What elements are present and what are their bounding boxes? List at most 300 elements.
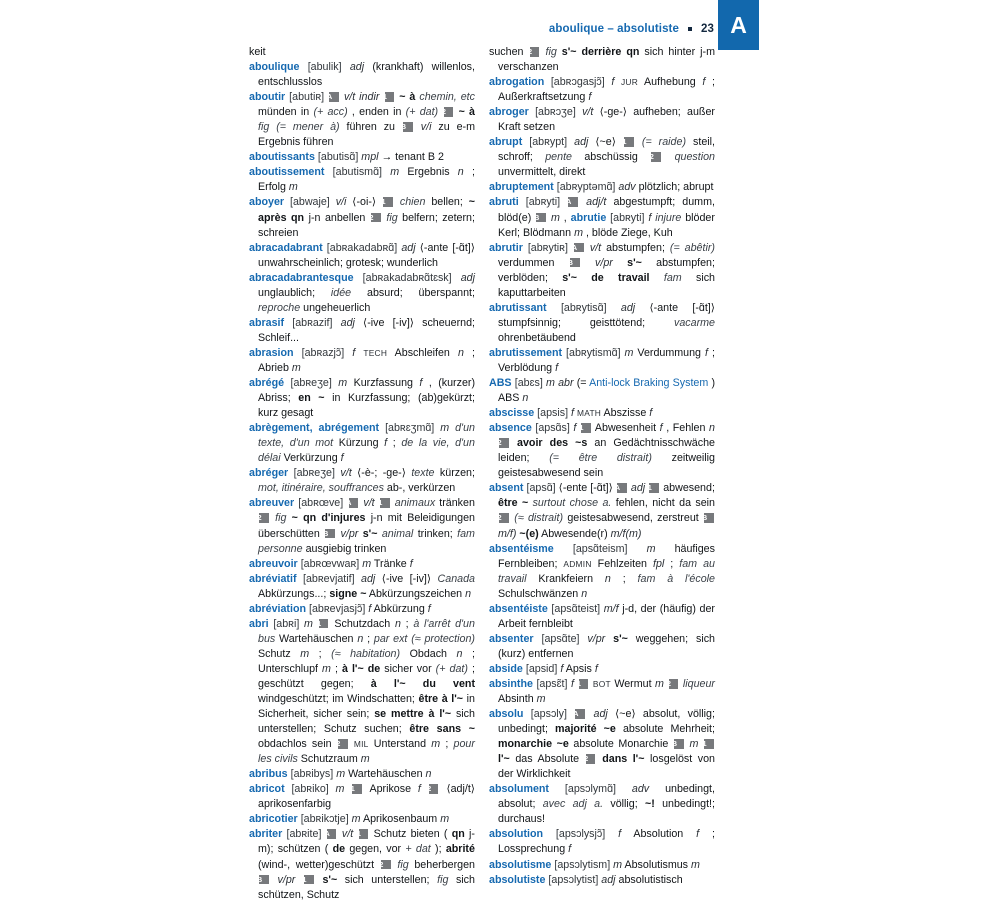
grammar-label: f [573, 422, 577, 435]
usage-note: liqueur [682, 677, 715, 690]
collocation: s'~ [627, 256, 642, 269]
collocation: ~ après qn [258, 196, 475, 224]
phonetic-transcription: [apsɑ̃teism] [572, 542, 628, 555]
translation: gegen, vor [349, 843, 402, 856]
usage-note: chien [399, 196, 426, 209]
grammar-label: f [659, 422, 663, 435]
translation: , blöde Ziege, Kuh [585, 226, 673, 239]
headword: absolution [489, 828, 544, 841]
translation: zeitweilig geistesabwesend sein [498, 452, 715, 480]
grammar-label: adj [601, 873, 616, 886]
usage-note: injure [655, 211, 682, 224]
grammar-label: n [457, 166, 464, 179]
phonetic-transcription: [abutiʀ] [289, 91, 325, 104]
sense-marker: 2 [429, 784, 439, 794]
dictionary-entry[interactable] [249, 165, 475, 195]
headword: absinthe [489, 677, 533, 690]
dictionary-entry[interactable] [489, 707, 715, 782]
subject-label: BOT [592, 678, 611, 689]
translation: Verkürzung [283, 452, 338, 465]
dictionary-entry[interactable] [489, 602, 715, 632]
grammar-label: f [594, 662, 598, 675]
translation: Kürzung [338, 437, 379, 450]
translation: sich unterstellen; Schutz suchen; [258, 708, 475, 736]
grammar-label: f [568, 843, 572, 856]
grammar-label: m [536, 693, 546, 706]
usage-note: par ext (≈ protection) [373, 632, 475, 645]
grammar-label: v/t [363, 497, 375, 510]
translation: Abkürzungszeichen [368, 587, 463, 600]
translation: fehlen, nicht da sein [615, 497, 715, 510]
headword: abside [489, 662, 523, 675]
headword: ABS [489, 377, 512, 390]
phonetic-transcription: [apsɔlytist] [548, 873, 599, 886]
grammar-label: f [649, 407, 653, 420]
translation: trinken; [417, 527, 453, 540]
dictionary-entry[interactable] [489, 632, 715, 662]
grammar-label: m [288, 181, 298, 194]
sense-marker: 1 [359, 829, 369, 839]
translation: ; [334, 662, 338, 675]
dictionary-entry[interactable] [489, 180, 715, 195]
translation: abgestumpft; dumm, blöd(e) [498, 196, 715, 224]
dictionary-entry[interactable] [249, 466, 475, 496]
translation: ⟨-ante [-ɑ̃t]⟩ stumpfsinnig; geisttötend; [498, 301, 715, 329]
dictionary-entry[interactable] [249, 572, 475, 602]
dictionary-entry[interactable] [249, 316, 475, 346]
translation: windgeschützt; im Windschatten; [258, 693, 415, 706]
usage-note: question [674, 151, 715, 164]
dictionary-entry[interactable] [489, 421, 715, 481]
headword: abribus [249, 768, 288, 781]
collocation: monarchie ~e [498, 738, 569, 751]
dictionary-entry[interactable] [489, 662, 715, 677]
dictionary-entry[interactable] [249, 376, 475, 421]
grammar-label: adj [349, 61, 365, 74]
collocation: s'~ [362, 527, 378, 540]
grammar-label: f [409, 557, 413, 570]
phonetic-transcription: [abʀibys] [290, 768, 334, 781]
translation: ⟨adj/t⟩ aprikosenfarbig [258, 783, 475, 811]
collocation: ~! [644, 798, 655, 811]
phonetic-transcription: [abʀypt] [529, 136, 568, 149]
grammar-label: m [336, 768, 346, 781]
translation: obdachlos sein [258, 738, 332, 751]
translation: ; [622, 572, 626, 585]
grammar-label: n [357, 632, 364, 645]
dictionary-entry[interactable] [249, 557, 475, 572]
dictionary-entry[interactable] [249, 812, 475, 827]
dictionary-entry[interactable] [249, 602, 475, 617]
phonetic-transcription: [abʀytiʀ] [527, 241, 568, 254]
phonetic-transcription: [abʀakadabʀɑ̃tɛsk] [362, 271, 452, 284]
translation: Ergebnis [407, 166, 450, 179]
dictionary-entry[interactable] [489, 827, 715, 857]
phonetic-transcription: [apsɔlymɑ̃] [564, 783, 616, 796]
translation: , (kurzer) Abriss; [258, 377, 475, 405]
sense-marker: B [403, 122, 413, 132]
grammar-label: f [618, 828, 622, 841]
dictionary-entry[interactable] [489, 75, 715, 105]
translation: ; [318, 647, 322, 660]
grammar-label: m [546, 377, 555, 390]
phonetic-transcription: [apsɔlytism] [554, 858, 611, 871]
dictionary-entry[interactable] [489, 677, 715, 707]
usage-note: de la vie, d'un délai [258, 437, 475, 465]
dictionary-entry[interactable] [489, 406, 715, 421]
dictionary-entry[interactable] [489, 542, 715, 602]
sense-marker: 1 [319, 619, 329, 629]
dictionary-entry[interactable] [489, 873, 715, 888]
headword: abreuver [249, 497, 295, 510]
translation: abwesend; [663, 482, 715, 495]
translation: in Sicherheit, sicher sein; [258, 693, 475, 721]
grammar-label: v/i [420, 121, 432, 134]
translation: (= [576, 377, 587, 390]
usage-note: avec adj a. [542, 798, 604, 811]
translation: ; Erfolg [258, 166, 475, 194]
headword: aboulique [249, 61, 300, 74]
dictionary-entry[interactable] [489, 135, 715, 180]
translation: Abkürzungs...; [258, 587, 327, 600]
running-head-range: aboulique – absolutiste [548, 23, 679, 35]
translation: ; [392, 437, 396, 450]
translation: kürzen; [439, 467, 475, 480]
sense-marker: 2 [586, 754, 596, 764]
headword: abracadabrantesque [249, 271, 354, 284]
dictionary-entry[interactable] [249, 150, 475, 165]
usage-note: Canada [437, 572, 475, 585]
grammar-label: adj [593, 708, 608, 721]
usage-note: fam personne [258, 527, 475, 555]
grammar-label: adj [361, 572, 376, 585]
sense-marker: A [568, 197, 578, 207]
sense-marker: 2 [499, 513, 509, 523]
grammar-label: v/t [340, 467, 352, 480]
translation: absolute Monarchie [573, 738, 669, 751]
usage-note: mot, itinéraire, souffrances [258, 482, 384, 495]
phonetic-transcription: [abʀytisɑ̃] [560, 301, 607, 314]
translation: unvermittelt, direkt [498, 166, 586, 179]
usage-note: (= être distrait) [549, 452, 652, 465]
headword: absentéisme [489, 542, 554, 555]
translation: Wermut [614, 677, 652, 690]
grammar-label: v/t [341, 828, 354, 841]
dictionary-entry[interactable] [489, 105, 715, 135]
collocation: à l'~ de [341, 662, 381, 675]
phonetic-transcription: [apsɑ̃teist] [551, 602, 601, 615]
sense-marker: 2 [259, 513, 269, 523]
dictionary-entry[interactable] [249, 45, 475, 60]
translation: beherbergen [414, 858, 475, 871]
grammar-label: f [560, 662, 564, 675]
translation: führen zu [346, 121, 395, 134]
phonetic-transcription: [abʀyti] [610, 211, 645, 224]
grammar-label: n [581, 587, 588, 600]
headword: abréger [249, 467, 289, 480]
translation: Abwesende(r) [541, 527, 608, 540]
translation: Schutzdach [334, 617, 391, 630]
headword: abriter [249, 828, 283, 841]
dictionary-entry[interactable] [489, 782, 715, 827]
grammar-label: adj [574, 136, 589, 149]
dictionary-entry[interactable] [249, 271, 475, 316]
translation: j-n anbellen [308, 211, 366, 224]
headword: abrutie [570, 211, 607, 224]
grammar-label: n [465, 587, 472, 600]
sense-marker: A [329, 92, 339, 102]
translation: Abschleifen [394, 346, 450, 359]
translation: Aprikosenbaum [362, 813, 438, 826]
dictionary-entry[interactable] [249, 346, 475, 376]
subject-label: MIL [353, 739, 369, 750]
headword: absolutiste [489, 873, 546, 886]
translation: ⟨~e⟩ [595, 136, 616, 149]
dictionary-entry[interactable] [249, 90, 475, 150]
dictionary-entry[interactable] [249, 767, 475, 782]
grammar-label: n [456, 647, 463, 660]
translation: ; [405, 617, 409, 630]
subject-label: ADMIN [563, 558, 592, 569]
usage-note: animal [381, 527, 414, 540]
translation: Wartehäuschen [348, 768, 423, 781]
translation: ungeheuerlich [303, 301, 371, 314]
dictionary-entry[interactable] [249, 195, 475, 240]
phonetic-transcription: [abɛs] [514, 377, 543, 390]
grammar-label: adj/t [586, 196, 607, 209]
translation: Verdummung [637, 346, 701, 359]
dictionary-entry[interactable] [489, 195, 715, 240]
phonetic-transcription: [apsɑ̃] [526, 482, 556, 495]
grammar-label: v/pr [277, 873, 296, 886]
dictionary-entry[interactable] [489, 858, 715, 873]
grammar-label: f [702, 76, 706, 89]
sense-marker: 1 [304, 875, 314, 885]
collocation: s'~ [613, 632, 628, 645]
translation: an Gedächtnisschwäche leiden; [498, 437, 715, 465]
usage-note: pour les civils [258, 738, 475, 766]
headword: abrasif [249, 316, 285, 329]
dictionary-entry[interactable] [489, 301, 715, 346]
headword: absentéiste [489, 602, 548, 615]
usage-note: fig (= mener à) [258, 121, 340, 134]
translation: , Fehlen [666, 422, 706, 435]
running-head [489, 21, 714, 37]
subject-label: MATH [577, 408, 602, 419]
grammar-label: n [708, 422, 715, 435]
translation: Aprikose [369, 783, 412, 796]
collocation: l'~ [498, 753, 510, 766]
collocation: avoir des ~s [517, 437, 588, 450]
translation: Krankfeiern [538, 572, 594, 585]
column-right [489, 45, 715, 888]
headword: abroger [489, 106, 529, 119]
grammar-label: m [551, 211, 560, 224]
translation: Schutz bieten ( [373, 828, 448, 841]
translation: Aufhebung [644, 76, 696, 89]
translation: sich kaputtarbeiten [498, 271, 715, 299]
translation: ; Verblödung [498, 346, 715, 374]
grammar-label: m/f [603, 602, 619, 615]
translation: unglaublich; [258, 286, 316, 299]
dictionary-entry[interactable] [249, 617, 475, 767]
headword: abrasion [249, 346, 294, 359]
translation: Tränke [373, 557, 407, 570]
phonetic-transcription: [abʀite] [286, 828, 322, 841]
phonetic-transcription: [abwaje] [289, 196, 330, 209]
grammar-label: adj [401, 241, 416, 254]
usage-note: idée [330, 286, 352, 299]
translation: ; [670, 557, 674, 570]
usage-note: à l'arrêt d'un bus [258, 617, 475, 645]
translation: belfern; zetern; schreien [258, 211, 475, 239]
phonetic-transcription: [abʀyti] [525, 196, 561, 209]
page-number: 23 [701, 23, 714, 35]
grammar-label: m [362, 557, 372, 570]
translation: ⟨~e⟩ absolut, völlig; unbedingt; [498, 708, 715, 736]
dictionary-entry[interactable] [489, 45, 715, 75]
collocation: ~ à [399, 91, 416, 104]
sense-marker: 2 [381, 860, 391, 870]
sense-marker: B [704, 513, 714, 523]
usage-note: fam à l'école [637, 572, 715, 585]
phonetic-transcription: [abʀiko] [291, 783, 329, 796]
grammar-label: adv [618, 181, 636, 194]
grammar-label: f [417, 783, 421, 796]
phonetic-transcription: [abʀyptəmɑ̃] [556, 181, 616, 194]
usage-note: vacarme [674, 316, 715, 329]
grammar-label: m [613, 858, 623, 871]
grammar-label: m [691, 858, 700, 871]
grammar-label: adj [460, 271, 475, 284]
dictionary-entry[interactable] [489, 481, 715, 541]
headword: abrogation [489, 76, 545, 89]
grammar-label: v/pr [340, 527, 359, 540]
translation: ⟨-ive [-iv]⟩ scheuernd; Schleif... [258, 316, 475, 344]
sense-marker: A [574, 243, 584, 253]
translation: Wartehäuschen [279, 632, 354, 645]
headword: abrutir [489, 241, 523, 254]
grammar-label: f [648, 211, 652, 224]
translation: blöder Kerl; Blödmann [498, 211, 715, 239]
letter-thumb-tab-a[interactable]: A [718, 0, 759, 50]
usage-note: (+ acc) [313, 106, 348, 119]
phonetic-transcription: [apsɔlysjɔ̃] [555, 828, 606, 841]
column-left [249, 45, 475, 903]
grammar-label: n [604, 572, 611, 585]
grammar-label: f [704, 346, 708, 359]
dictionary-entry[interactable] [249, 241, 475, 271]
translation: plötzlich; abrupt [638, 181, 714, 194]
dictionary-entry[interactable] [489, 376, 715, 406]
headword: aboutissement [249, 166, 325, 179]
usage-note: fig [545, 46, 557, 58]
subject-label: JUR [620, 77, 638, 88]
translation: ⟨-ge-⟩ aufheben; außer Kraft setzen [498, 106, 715, 134]
grammar-label: f [696, 828, 700, 841]
phonetic-transcription: [abʀɔʒe] [535, 106, 576, 119]
sense-marker: 1 [352, 784, 362, 794]
grammar-label: m/f) [498, 527, 517, 540]
collocation: signe ~ [329, 587, 367, 600]
translation: absolutistisch [618, 873, 683, 886]
translation: ; [445, 738, 449, 751]
translation: ausgiebig trinken [305, 542, 387, 555]
translation: abschüssig [584, 151, 638, 164]
translation: Schulschwänzen [498, 587, 579, 600]
grammar-label: m [431, 738, 441, 751]
usage-note: (+ dat) [435, 662, 468, 675]
translation: absurd; überspannt; [367, 286, 475, 299]
headword: abrégé [249, 377, 285, 390]
grammar-label: adv [631, 783, 650, 796]
dictionary-entry[interactable] [249, 421, 475, 466]
phonetic-transcription: [apsɑ̃s] [535, 422, 570, 435]
headword: abréviatif [249, 572, 297, 585]
dictionary-entry[interactable] [249, 782, 475, 812]
grammar-label: f [368, 602, 372, 615]
translation: Abkürzung [373, 602, 425, 615]
headword: absolutisme [489, 858, 552, 871]
translation: tränken [439, 497, 475, 510]
translation: Absolution [633, 828, 684, 841]
cross-reference[interactable]: Anti-lock Braking System [589, 377, 709, 390]
translation: weggehen; sich (kurz) entfernen [498, 632, 715, 660]
phonetic-transcription: [abʀevjasjɔ̃] [309, 602, 366, 615]
collocation: ~(e) [519, 527, 539, 540]
usage-note: (= abêtir) [669, 241, 715, 254]
dictionary-entry[interactable] [489, 346, 715, 376]
sense-marker: 2 [371, 213, 381, 223]
headword: absenter [489, 632, 534, 645]
collocation: de [332, 843, 346, 856]
translation: abstumpfen; verblöden; [498, 256, 715, 284]
usage-note: fig [437, 873, 449, 886]
translation: Schutz [258, 647, 291, 660]
translation: (krankhaft) willenlos, entschlusslos [258, 61, 475, 89]
grammar-label: m [338, 377, 348, 390]
collocation: dans l'~ [602, 753, 645, 766]
sense-marker: 1 [579, 679, 589, 689]
translation: Fehlzeiten [597, 557, 647, 570]
grammar-label: f [340, 452, 344, 465]
collocation: s'~ [322, 873, 338, 886]
translation: Obdach [409, 647, 447, 660]
dictionary-entry[interactable] [249, 60, 475, 90]
translation: Kurzfassung [353, 377, 413, 390]
translation: j-d, der (häufig) der Arbeit fernbleibt [498, 602, 715, 630]
dictionary-entry[interactable] [249, 827, 475, 902]
dictionary-entry[interactable] [489, 241, 715, 301]
grammar-label: m [646, 542, 656, 555]
dictionary-entry[interactable] [249, 496, 475, 556]
phonetic-transcription: [abʀi] [273, 617, 300, 630]
translation: in Kurzfassung; (ab)gekürzt; kurz gesagt [258, 392, 475, 420]
headword: absent [489, 482, 524, 495]
usage-note: animaux [394, 497, 436, 510]
usage-note: fig [386, 211, 398, 224]
usage-note: (≈ distrait) [514, 512, 564, 525]
sense-marker: 2 [651, 152, 661, 162]
grammar-label: n [522, 392, 529, 405]
translation: suchen [489, 46, 524, 58]
grammar-label: adj [340, 316, 355, 329]
phonetic-transcription: [abʀazjɔ̃] [301, 346, 345, 359]
usage-note: fam au travail [498, 557, 715, 585]
headword: abricotier [249, 813, 298, 826]
sense-marker: 1 [649, 483, 659, 493]
grammar-label: m [689, 738, 699, 751]
